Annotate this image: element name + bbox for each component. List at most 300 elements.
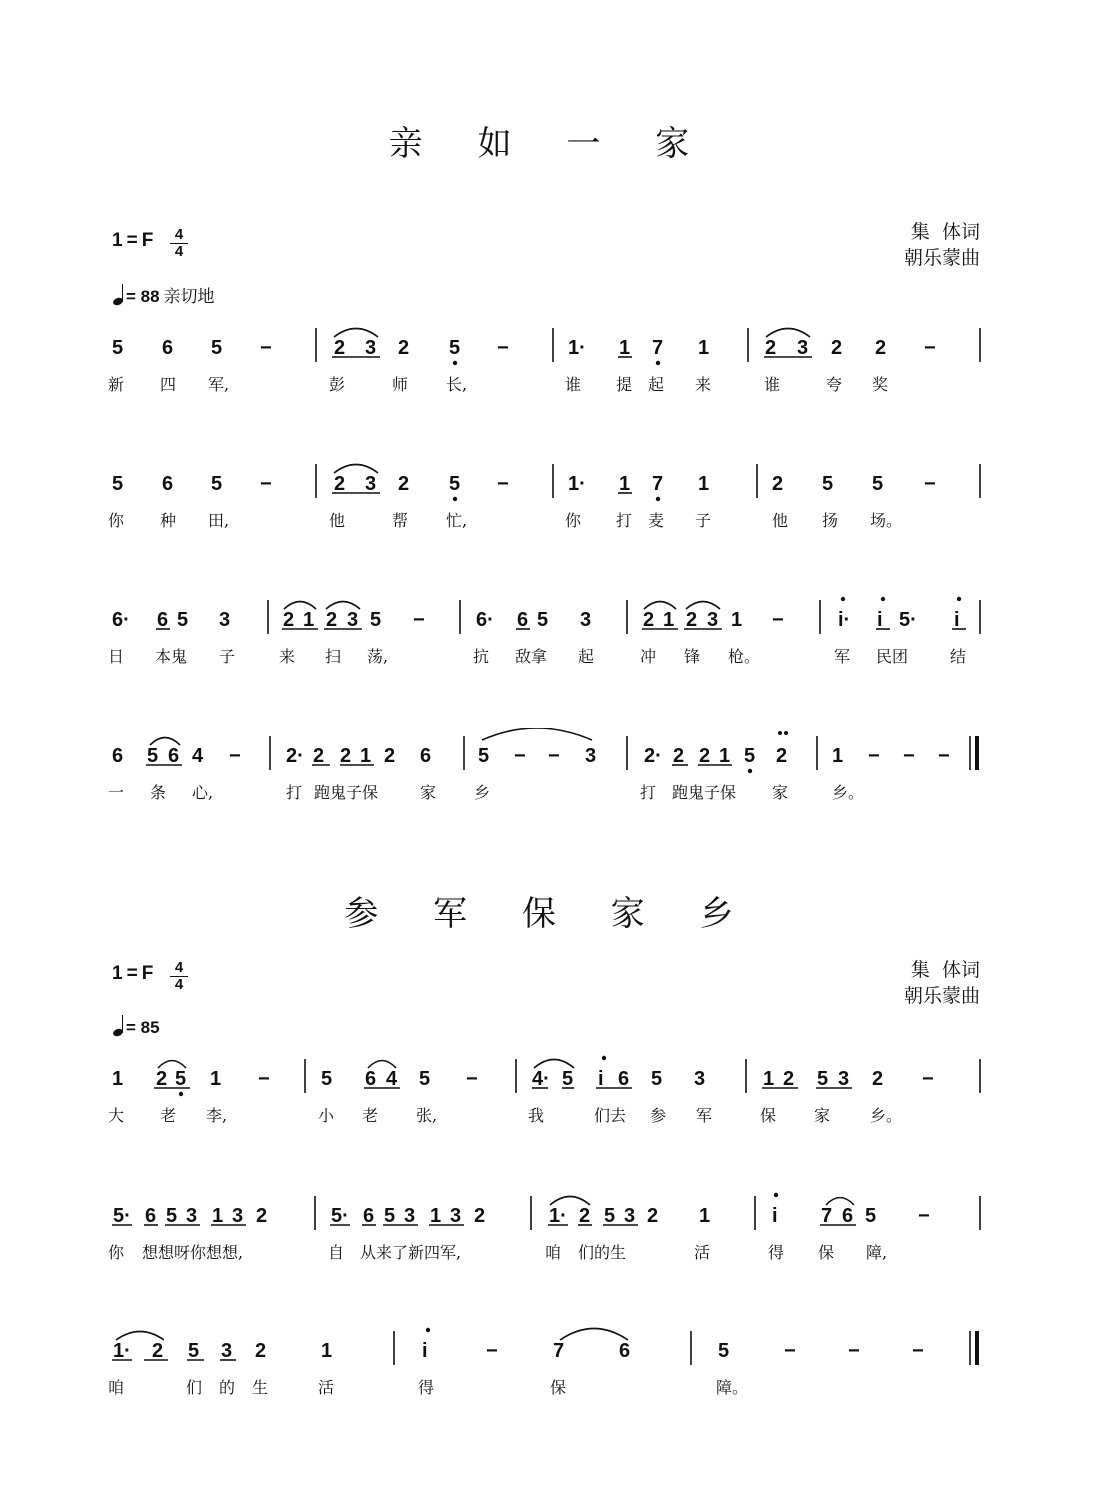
lyric: 扫 (325, 647, 342, 666)
note: 2 (474, 1205, 486, 1227)
note: 5 (112, 337, 124, 359)
lyric: 锋 (684, 647, 701, 666)
score-line-svg (0, 456, 1100, 546)
score-line (0, 1051, 1100, 1141)
note: 5 (449, 337, 461, 359)
note: 2 (340, 745, 352, 767)
note: 1 (430, 1205, 442, 1227)
score-line-svg (0, 1323, 1100, 1413)
score-line-svg (0, 592, 1100, 682)
lyric: 夸 (826, 375, 843, 394)
lyric: 田, (208, 511, 230, 530)
note: 5 (147, 745, 159, 767)
note: 7 (652, 337, 664, 359)
lyric: 子 (695, 511, 712, 530)
lyric: 场。 (870, 511, 903, 530)
note: 6 (162, 473, 174, 495)
note: 1 (698, 337, 710, 359)
note: 5 (478, 745, 490, 767)
note: − (918, 1205, 930, 1227)
slur (334, 329, 378, 338)
note: 1 (112, 1068, 124, 1090)
lyric: 乡。 (870, 1106, 903, 1125)
note: 5 (175, 1068, 187, 1090)
note: 1 (699, 1205, 711, 1227)
lyric: 一 (108, 783, 125, 802)
slur (766, 329, 810, 338)
score-line (0, 1188, 1100, 1278)
note: − (497, 473, 509, 495)
lyric: 咱 (108, 1378, 125, 1397)
note: 2· (644, 745, 662, 767)
note: 5 (177, 609, 189, 631)
note: 2 (384, 745, 396, 767)
note: 5 (718, 1340, 730, 1362)
note: 1· (568, 473, 586, 495)
note: 1· (113, 1340, 131, 1362)
note: 5· (899, 609, 917, 631)
note: i (877, 609, 883, 631)
lyric: 本鬼 (155, 647, 188, 666)
note: − (848, 1340, 860, 1362)
score-line (0, 320, 1100, 410)
note: 1 (731, 609, 743, 631)
note: − (229, 745, 241, 767)
note: − (258, 1068, 270, 1090)
note: i (772, 1205, 778, 1227)
lyric: 乡。 (832, 783, 865, 802)
score-line (0, 592, 1100, 682)
note: 2· (286, 745, 304, 767)
note: 2 (875, 337, 887, 359)
note: 5 (872, 473, 884, 495)
slur (158, 1061, 186, 1069)
note: 5 (188, 1340, 200, 1362)
slur (826, 1198, 854, 1206)
note: 6 (619, 1340, 631, 1362)
credits (904, 219, 980, 271)
lyric: 大 (108, 1106, 125, 1125)
note: 2 (772, 473, 784, 495)
octave-dot (881, 597, 885, 601)
note: 3 (838, 1068, 850, 1090)
note: 5 (321, 1068, 333, 1090)
note: 5 (166, 1205, 178, 1227)
note: 5 (562, 1068, 574, 1090)
note: 3 (694, 1068, 706, 1090)
note: 2 (156, 1068, 168, 1090)
lyric: 抗 (473, 647, 490, 666)
meter-denominator: 4 (170, 243, 188, 260)
note: 3 (580, 609, 592, 631)
note: 2 (256, 1205, 268, 1227)
note: 1 (619, 473, 631, 495)
note: 2 (313, 745, 325, 767)
note: 2 (152, 1340, 164, 1362)
note: − (413, 609, 425, 631)
lyric: 你 (565, 511, 582, 530)
tempo-description: 亲切地 (163, 287, 215, 307)
lyric: 打 (286, 783, 303, 802)
note: 1 (832, 745, 844, 767)
note: 2 (643, 609, 655, 631)
note: 6 (517, 609, 529, 631)
note: 3 (347, 609, 359, 631)
key-degree: 1 (112, 230, 123, 251)
lyric: 打 (616, 511, 633, 530)
note: 5 (112, 473, 124, 495)
lyric: 跑鬼子保 (672, 783, 737, 802)
lyric: 从来了新四军, (360, 1243, 462, 1262)
note: 5 (211, 337, 223, 359)
note: 2 (255, 1340, 267, 1362)
slur (560, 1329, 628, 1341)
quarter-note-icon (112, 1014, 126, 1036)
lyric: 心, (192, 783, 214, 802)
key-note: F (141, 963, 154, 984)
octave-dot (778, 731, 782, 735)
note: 3 (219, 609, 231, 631)
lyric: 冲 (640, 647, 657, 666)
note: 2 (783, 1068, 795, 1090)
note: 5· (331, 1205, 349, 1227)
meter-numerator: 4 (174, 226, 184, 243)
octave-dot (453, 361, 457, 365)
octave-dot (774, 1193, 778, 1197)
note: 5 (604, 1205, 616, 1227)
composer: 朝乐蒙曲 (903, 985, 980, 1007)
note: − (924, 473, 936, 495)
meter-denominator: 4 (170, 976, 188, 993)
lyric: 张, (416, 1106, 438, 1125)
lyric: 我 (528, 1106, 545, 1125)
key-degree: 1 (112, 963, 123, 984)
lyric: 打 (640, 783, 657, 802)
score-line (0, 1323, 1100, 1413)
lyric: 们去 (594, 1106, 627, 1125)
note: 2 (647, 1205, 659, 1227)
note: 1· (549, 1205, 567, 1227)
lyric: 来 (279, 647, 296, 666)
lyric: 跑鬼子保 (314, 783, 379, 802)
octave-dot (748, 769, 752, 773)
lyric: 参 (650, 1106, 667, 1125)
octave-dot (602, 1056, 606, 1060)
song-title: 参 军 保 家 乡 (344, 894, 756, 934)
octave-dot (784, 731, 788, 735)
slur (150, 738, 180, 746)
note: 6 (112, 745, 124, 767)
lyric: 老 (160, 1106, 177, 1125)
lyric: 长, (446, 375, 468, 394)
note: 1 (212, 1205, 224, 1227)
note: 3 (365, 473, 377, 495)
octave-dot (453, 497, 457, 501)
lyric: 荡, (367, 647, 389, 666)
song-title: 亲 如 一 家 (388, 124, 712, 164)
note: 1 (719, 745, 731, 767)
lyric: 他 (329, 511, 346, 530)
lyricist: 集 体词 (910, 959, 980, 981)
note: 6 (168, 745, 180, 767)
note: 1· (568, 337, 586, 359)
note: 2 (579, 1205, 591, 1227)
note: i (422, 1340, 428, 1362)
lyric: 咱 (545, 1243, 562, 1262)
note: 7 (553, 1340, 565, 1362)
note: 1 (210, 1068, 222, 1090)
lyric: 老 (362, 1106, 379, 1125)
lyric: 保 (550, 1378, 567, 1397)
key-equals: = (126, 230, 138, 251)
note: 5 (211, 473, 223, 495)
slur (644, 602, 676, 610)
note: − (924, 337, 936, 359)
note: 5 (822, 473, 834, 495)
note: 2 (334, 337, 346, 359)
lyric: 奖 (872, 375, 889, 394)
lyric: 军 (834, 647, 851, 666)
note: 3 (450, 1205, 462, 1227)
note: 4 (192, 745, 204, 767)
lyric: 子 (219, 647, 236, 666)
note: 2 (398, 337, 410, 359)
note: 5 (744, 745, 756, 767)
lyric: 师 (392, 375, 409, 394)
note: 6 (363, 1205, 375, 1227)
note: 4· (532, 1068, 550, 1090)
lyric: 保 (818, 1243, 835, 1262)
slur (334, 465, 378, 474)
note: − (260, 337, 272, 359)
note: − (868, 745, 880, 767)
note: 6 (365, 1068, 377, 1090)
note: 2 (686, 609, 698, 631)
note: 5 (370, 609, 382, 631)
note: 1 (763, 1068, 775, 1090)
score-line (0, 728, 1100, 818)
note: 1 (619, 337, 631, 359)
octave-dot (656, 361, 660, 365)
lyric: 敌拿 (515, 647, 548, 666)
note: 3 (707, 609, 719, 631)
note: 2 (398, 473, 410, 495)
octave-dot (841, 597, 845, 601)
note: − (497, 337, 509, 359)
lyric: 他 (772, 511, 789, 530)
lyric: 们的生 (578, 1243, 627, 1262)
octave-dot (656, 497, 660, 501)
lyric: 你 (108, 1243, 125, 1262)
note: 7 (652, 473, 664, 495)
note: 2 (699, 745, 711, 767)
lyric: 结 (950, 647, 967, 666)
note: − (514, 745, 526, 767)
slur (482, 728, 592, 740)
lyric: 条 (150, 783, 167, 802)
note: 6· (112, 609, 130, 631)
note: 2 (831, 337, 843, 359)
note: 5 (419, 1068, 431, 1090)
lyric: 障。 (716, 1378, 749, 1397)
lyric: 帮 (392, 511, 409, 530)
lyric: 枪。 (728, 647, 761, 666)
slur (368, 1061, 396, 1069)
note: 6 (157, 609, 169, 631)
note: i· (838, 609, 851, 631)
lyric: 小 (318, 1106, 335, 1125)
note: 3 (365, 337, 377, 359)
slur (116, 1332, 164, 1341)
lyric: 忙, (446, 511, 468, 530)
note: 4 (386, 1068, 398, 1090)
note: 3 (221, 1340, 233, 1362)
lyric: 种 (160, 511, 177, 530)
note: − (922, 1068, 934, 1090)
tempo-marking (112, 1014, 164, 1038)
lyric: 新 (108, 375, 125, 394)
note: 1 (698, 473, 710, 495)
note: − (466, 1068, 478, 1090)
lyric: 家 (772, 783, 789, 802)
octave-dot (426, 1328, 430, 1332)
meter-numerator: 4 (174, 959, 184, 976)
lyric: 麦 (648, 511, 665, 530)
key-equals: = (126, 963, 138, 984)
lyricist: 集 体词 (910, 221, 980, 243)
note: i (598, 1068, 604, 1090)
note: 2 (673, 745, 685, 767)
note: 5 (817, 1068, 829, 1090)
note: 3 (232, 1205, 244, 1227)
lyric: 来 (695, 375, 712, 394)
octave-dot (179, 1092, 183, 1096)
time-signature (170, 960, 188, 993)
note: i (954, 609, 960, 631)
slur (550, 1197, 590, 1206)
composer: 朝乐蒙曲 (903, 247, 980, 269)
score-line (0, 456, 1100, 546)
note: 6 (145, 1205, 157, 1227)
lyric: 军, (208, 375, 230, 394)
lyric: 谁 (565, 375, 582, 394)
note: 1 (663, 609, 675, 631)
lyric: 障, (866, 1243, 888, 1262)
note: 2 (872, 1068, 884, 1090)
note: 3 (585, 745, 597, 767)
note: 2 (776, 745, 788, 767)
slur (284, 602, 316, 610)
note: 2 (326, 609, 338, 631)
lyric: 想想呀你想想, (142, 1243, 244, 1262)
slur (686, 602, 720, 610)
note: 2 (765, 337, 777, 359)
note: 3 (404, 1205, 416, 1227)
note: 1 (360, 745, 372, 767)
note: 5· (113, 1205, 131, 1227)
lyric: 得 (768, 1243, 785, 1262)
lyric: 起 (648, 375, 665, 394)
note: 6 (162, 337, 174, 359)
note: 5 (651, 1068, 663, 1090)
note: 5 (449, 473, 461, 495)
time-signature (170, 227, 188, 260)
lyric: 提 (616, 375, 633, 394)
lyric: 你 (108, 511, 125, 530)
note: − (548, 745, 560, 767)
lyric: 李, (206, 1106, 228, 1125)
note: − (486, 1340, 498, 1362)
octave-dot (957, 597, 961, 601)
lyric: 的 (219, 1378, 236, 1397)
lyric: 家 (420, 783, 437, 802)
lyric: 得 (418, 1378, 435, 1397)
note: − (784, 1340, 796, 1362)
note: 1 (321, 1340, 333, 1362)
lyric: 起 (578, 647, 595, 666)
quarter-note-icon (112, 283, 126, 305)
lyric: 生 (252, 1378, 269, 1397)
note: 6 (618, 1068, 630, 1090)
lyric: 日 (108, 647, 125, 666)
note: − (912, 1340, 924, 1362)
slur (534, 1060, 574, 1069)
key-signature (112, 230, 153, 252)
tempo-value: = 88 (126, 287, 160, 306)
note: 6 (842, 1205, 854, 1227)
note: 2 (334, 473, 346, 495)
lyric: 家 (814, 1106, 831, 1125)
score-line-svg (0, 728, 1100, 818)
lyric: 保 (760, 1106, 777, 1125)
lyric: 自 (328, 1243, 345, 1262)
lyric: 扬 (822, 511, 839, 530)
note: − (938, 745, 950, 767)
tempo-value: = 85 (126, 1018, 160, 1037)
note: 6· (476, 609, 494, 631)
score-line-svg (0, 1188, 1100, 1278)
key-signature (112, 963, 153, 985)
note: 3 (624, 1205, 636, 1227)
lyric: 四 (160, 375, 177, 394)
note: − (903, 745, 915, 767)
note: 3 (797, 337, 809, 359)
credits (904, 957, 980, 1009)
note: − (260, 473, 272, 495)
lyric: 乡 (474, 783, 491, 802)
note: 3 (186, 1205, 198, 1227)
note: 5 (537, 609, 549, 631)
note: 5 (384, 1205, 396, 1227)
score-line-svg (0, 1051, 1100, 1141)
key-note: F (141, 230, 154, 251)
lyric: 彭 (329, 375, 346, 394)
tempo-marking (112, 282, 215, 307)
lyric: 活 (694, 1243, 711, 1262)
note: 6 (420, 745, 432, 767)
note: − (772, 609, 784, 631)
note: 2 (283, 609, 295, 631)
note: 1 (303, 609, 315, 631)
lyric: 活 (318, 1378, 335, 1397)
score-line-svg (0, 320, 1100, 410)
lyric: 谁 (764, 375, 781, 394)
note: 7 (821, 1205, 833, 1227)
lyric: 们 (186, 1378, 203, 1397)
slur (326, 602, 360, 610)
lyric: 军 (696, 1106, 713, 1125)
note: 5 (865, 1205, 877, 1227)
